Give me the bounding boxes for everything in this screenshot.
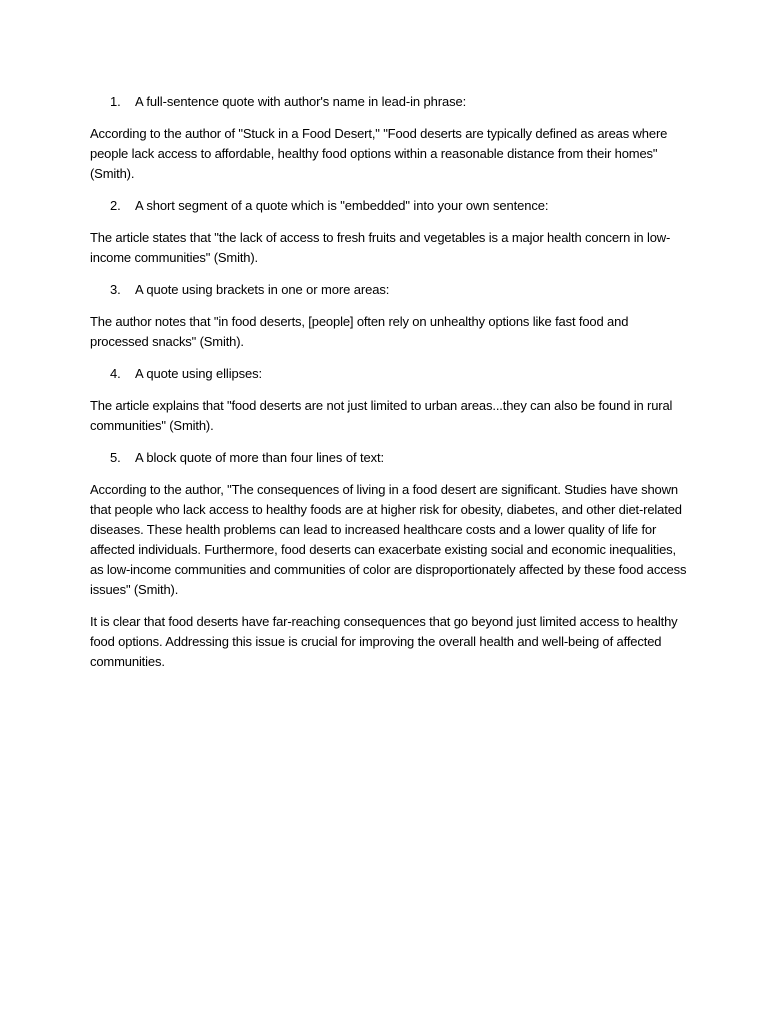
document-body <box>90 92 690 684</box>
paragraph-1: According to the author of "Stuck in a Food Desert," "Food deserts are typically defined as areas where people lack access to affordable, healthy food options within a reasonable distance from their homes" (Smith). <box>90 126 668 181</box>
list-heading-text: A quote using brackets in one or more areas: <box>135 282 390 297</box>
conclusion-paragraph: It is clear that food deserts have far-reaching consequences that go beyond just limited access to healthy food options. Addressing this issue is crucial for improving the overall health and well-being of affected communities. <box>90 614 678 669</box>
paragraph-4: The article explains that "food deserts are not just limited to urban areas...they can also be found in rural communities" (Smith). <box>90 398 673 433</box>
paragraph-3: The author notes that "in food deserts, [people] often rely on unhealthy options like fast food and processed snacks" (Smith). <box>90 314 629 349</box>
list-number: 3. <box>110 282 121 297</box>
list-number: 2. <box>110 198 121 213</box>
list-heading-text: A quote using ellipses: <box>135 366 263 381</box>
list-heading-text: A short segment of a quote which is "embedded" into your own sentence: <box>135 198 549 213</box>
list-number: 1. <box>110 94 121 109</box>
list-number: 4. <box>110 366 121 381</box>
list-item-heading-5 <box>110 448 690 468</box>
paragraph-5: According to the author, "The consequences of living in a food desert are significant. Studies have shown that people who lack access to healthy foods are at higher risk for obesity, diabetes, and other diet-related diseases. These health problems can lead to increased healthcare costs and a lower quality of life for affected individuals. Furthermore, food deserts can exacerbate existing social and economic inequalities, as low-income communities and communities of color are disproportionately affected by these food access issues" (Smith). <box>90 482 687 597</box>
list-heading-text: A block quote of more than four lines of text: <box>135 450 385 465</box>
paragraph-2: The article states that "the lack of access to fresh fruits and vegetables is a major health concern in low-income communities" (Smith). <box>90 230 671 265</box>
list-item-heading-2 <box>110 196 690 216</box>
list-number: 5. <box>110 450 121 465</box>
list-item-heading-3 <box>110 280 690 300</box>
list-item-heading-4 <box>110 364 690 384</box>
list-item-heading-1 <box>110 92 690 112</box>
list-heading-text: A full-sentence quote with author's name in lead-in phrase: <box>135 94 467 109</box>
